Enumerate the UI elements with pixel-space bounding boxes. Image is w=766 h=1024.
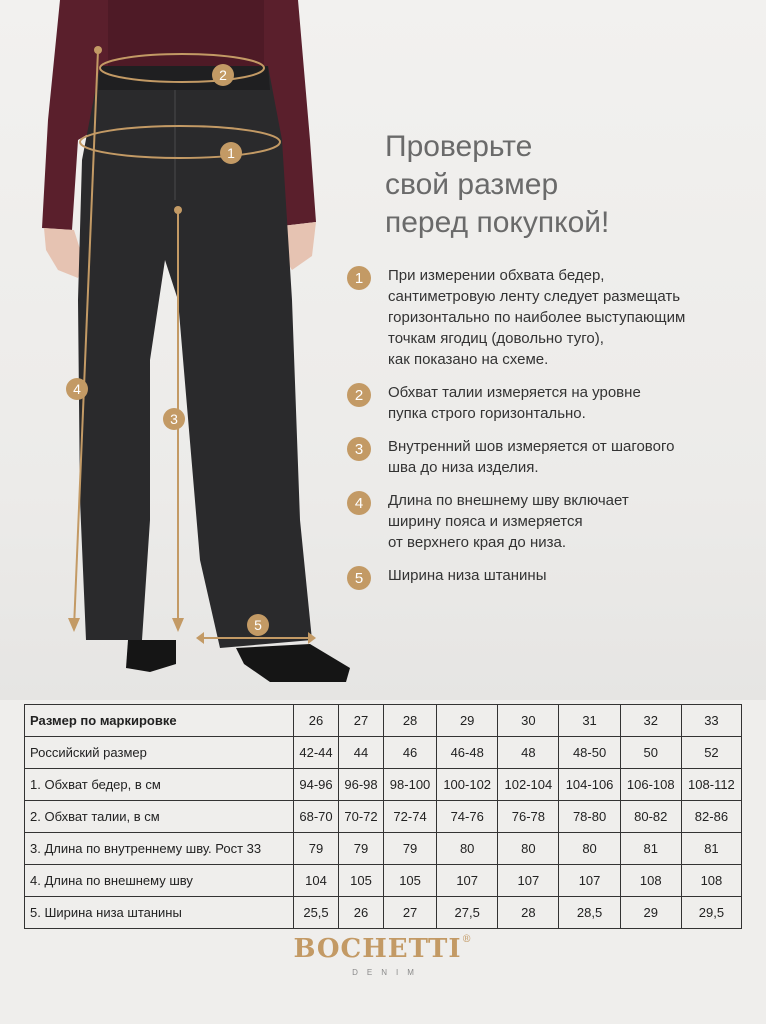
left-hand <box>44 228 84 278</box>
brand-name <box>293 934 472 964</box>
row-label: Российский размер <box>25 737 294 769</box>
note-line: Ширина низа штанины <box>388 567 547 584</box>
table-cell: 106-108 <box>620 769 681 801</box>
row-label: 2. Обхват талии, в см <box>25 801 294 833</box>
table-cell: 28 <box>384 705 437 737</box>
table-cell: 46-48 <box>437 737 498 769</box>
table-cell: 105 <box>339 865 384 897</box>
table-cell: 28 <box>498 897 559 929</box>
table-cell: 46 <box>384 737 437 769</box>
size-chart-body <box>25 705 742 929</box>
table-cell: 50 <box>620 737 681 769</box>
brand-subtitle: DENIM <box>352 968 423 977</box>
note-line: как показано на схеме. <box>388 351 549 368</box>
marker-1: 1 <box>227 145 235 161</box>
table-cell: 80-82 <box>620 801 681 833</box>
note-waist <box>347 382 757 424</box>
registered-mark: ® <box>461 934 473 945</box>
table-cell: 48-50 <box>559 737 620 769</box>
left-shoe <box>126 640 176 672</box>
marker-5: 5 <box>254 617 262 633</box>
table-cell: 78-80 <box>559 801 620 833</box>
table-cell: 74-76 <box>437 801 498 833</box>
sweater-body <box>108 0 264 72</box>
title-line-2: свой размер <box>385 168 559 201</box>
table-cell: 100-102 <box>437 769 498 801</box>
table-cell: 80 <box>498 833 559 865</box>
table-header-row <box>25 705 742 737</box>
table-cell: 79 <box>294 833 339 865</box>
note-line: сантиметровую ленту следует размещать <box>388 288 681 305</box>
note-inseam <box>347 436 757 478</box>
table-row <box>25 865 742 897</box>
brand-logo <box>0 934 766 977</box>
note-text <box>388 382 641 424</box>
table-cell: 27,5 <box>437 897 498 929</box>
table-cell: 27 <box>384 897 437 929</box>
table-cell: 70-72 <box>339 801 384 833</box>
table-cell: 108-112 <box>681 769 741 801</box>
table-row <box>25 769 742 801</box>
table-cell: 27 <box>339 705 384 737</box>
table-cell: 76-78 <box>498 801 559 833</box>
table-cell: 81 <box>681 833 741 865</box>
note-hem-width <box>347 565 757 590</box>
table-cell: 104-106 <box>559 769 620 801</box>
size-chart-table <box>24 704 742 929</box>
table-cell: 68-70 <box>294 801 339 833</box>
table-cell: 102-104 <box>498 769 559 801</box>
table-cell: 104 <box>294 865 339 897</box>
right-shoe <box>236 644 350 682</box>
note-line: При измерении обхвата бедер, <box>388 267 605 284</box>
page-title <box>385 128 609 242</box>
note-number: 2 <box>347 383 371 407</box>
note-line: пупка строго горизонтально. <box>388 405 586 422</box>
table-cell: 108 <box>681 865 741 897</box>
table-cell: 30 <box>498 705 559 737</box>
table-cell: 80 <box>437 833 498 865</box>
note-text <box>388 436 674 478</box>
note-line: точкам ягодиц (довольно туго), <box>388 330 604 347</box>
brand-name-text: BOCHETTI <box>293 934 462 964</box>
table-cell: 26 <box>339 897 384 929</box>
note-hips <box>347 265 757 370</box>
table-cell: 52 <box>681 737 741 769</box>
table-cell: 33 <box>681 705 741 737</box>
table-cell: 25,5 <box>294 897 339 929</box>
note-number: 3 <box>347 437 371 461</box>
note-line: горизонтально по наиболее выступающим <box>388 309 686 326</box>
table-cell: 81 <box>620 833 681 865</box>
note-line: Внутренний шов измеряется от шагового <box>388 438 675 455</box>
row-label: Размер по маркировке <box>25 705 294 737</box>
note-line: ширину пояса и измеряется <box>388 513 583 530</box>
table-cell: 82-86 <box>681 801 741 833</box>
note-line: Обхват талии измеряется на уровне <box>388 384 641 401</box>
table-cell: 94-96 <box>294 769 339 801</box>
table-cell: 107 <box>437 865 498 897</box>
title-line-3: перед покупкой! <box>385 206 610 239</box>
note-line: шва до низа изделия. <box>388 459 539 476</box>
row-label: 1. Обхват бедер, в см <box>25 769 294 801</box>
table-row <box>25 737 742 769</box>
table-cell: 26 <box>294 705 339 737</box>
table-cell: 29,5 <box>681 897 741 929</box>
note-text <box>388 490 629 553</box>
note-number: 1 <box>347 266 371 290</box>
note-outseam <box>347 490 757 553</box>
table-cell: 29 <box>437 705 498 737</box>
row-label: 4. Длина по внешнему шву <box>25 865 294 897</box>
row-label: 5. Ширина низа штанины <box>25 897 294 929</box>
table-row <box>25 897 742 929</box>
table-cell: 80 <box>559 833 620 865</box>
table-cell: 107 <box>498 865 559 897</box>
table-cell: 79 <box>384 833 437 865</box>
note-number: 4 <box>347 491 371 515</box>
measurement-notes <box>347 265 757 602</box>
table-row <box>25 833 742 865</box>
note-number: 5 <box>347 566 371 590</box>
table-cell: 29 <box>620 897 681 929</box>
note-line: от верхнего края до низа. <box>388 534 566 551</box>
note-line: Длина по внешнему шву включает <box>388 492 629 509</box>
table-cell: 31 <box>559 705 620 737</box>
marker-2: 2 <box>219 67 227 83</box>
table-cell: 108 <box>620 865 681 897</box>
table-cell: 32 <box>620 705 681 737</box>
marker-3: 3 <box>170 411 178 427</box>
table-cell: 98-100 <box>384 769 437 801</box>
table-cell: 28,5 <box>559 897 620 929</box>
table-cell: 72-74 <box>384 801 437 833</box>
table-cell: 107 <box>559 865 620 897</box>
table-cell: 79 <box>339 833 384 865</box>
table-cell: 96-98 <box>339 769 384 801</box>
marker-4: 4 <box>73 381 81 397</box>
table-cell: 48 <box>498 737 559 769</box>
table-row <box>25 801 742 833</box>
title-line-1: Проверьте <box>385 130 533 163</box>
table-cell: 105 <box>384 865 437 897</box>
note-text <box>388 565 547 586</box>
row-label: 3. Длина по внутреннему шву. Рост 33 <box>25 833 294 865</box>
table-cell: 44 <box>339 737 384 769</box>
table-cell: 42-44 <box>294 737 339 769</box>
note-text <box>388 265 685 370</box>
